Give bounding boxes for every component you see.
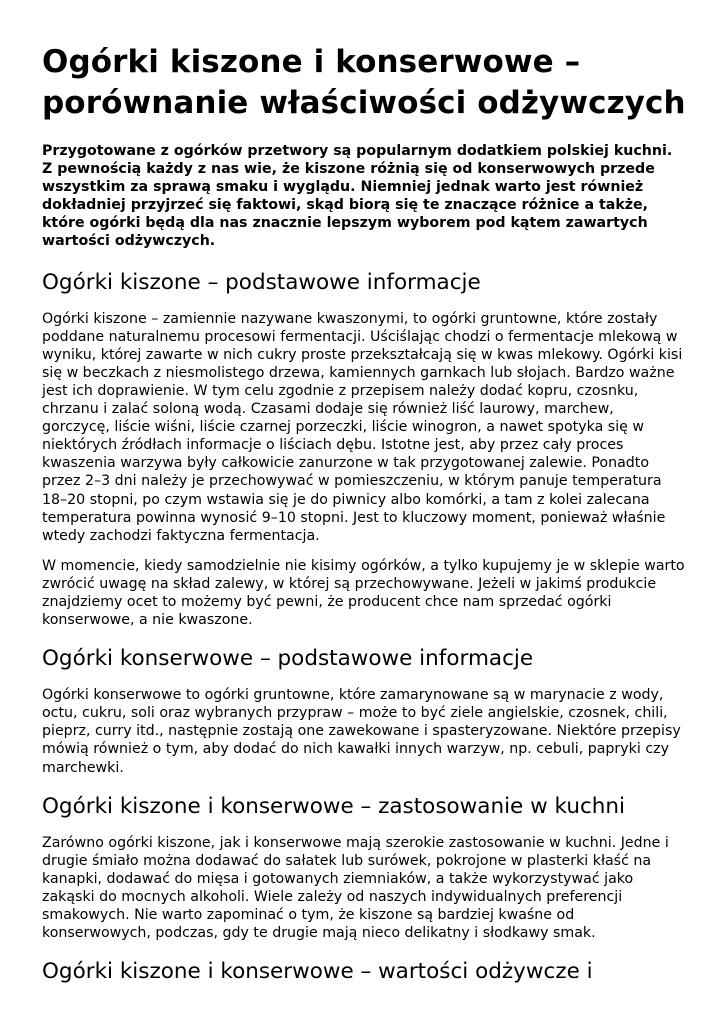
article-title-line-2: porównanie właściwości odżywczych bbox=[42, 85, 686, 121]
section-heading-zastosowanie: Ogórki kiszone i konserwowe – zastosowanie w kuchni bbox=[42, 793, 625, 819]
section-zastosowanie-paragraph-1: Zarówno ogórki kiszone, jak i konserwowe mają szerokie zastosowanie w kuchni. Jedne i drugie śmiało można dodawać do sałatek lub surówek, pokrojone w plasterki kłaść na kanapki, dodawać do mięsa i gotowanych ziemniaków, a także wykorzystywać jako zakąski do mocnych alkoholi. Wiele zależy od naszych indywidualnych preferencji smakowych. Nie warto zapominać o tym, że kiszone są bardziej kwaśne od konserwowych, podczas, gdy te drugie mają nieco delikatny i słodkawy smak. bbox=[42, 834, 669, 942]
section-heading-kiszone: Ogórki kiszone – podstawowe informacje bbox=[42, 269, 481, 295]
article-title bbox=[42, 42, 686, 124]
section-kiszone-paragraph-2: W momencie, kiedy samodzielnie nie kisimy ogórków, a tylko kupujemy je w sklepie warto zwrócić uwagę na skład zalewy, w której są przechowywane. Jeżeli w jakimś produkcie znajdziemy ocet to możemy być pewni, że producent chce nam sprzedać ogórki konserwowe, a nie kwaszone. bbox=[42, 557, 685, 629]
section-konserwowe-paragraph-1: Ogórki konserwowe to ogórki gruntowne, które zamarynowane są w marynacie z wody, octu, cukru, soli oraz wybranych przypraw – może to być ziele angielskie, czosnek, chili, pieprz, curry itd., następnie zostają one zawekowane i spasteryzowane. Niektóre przepisy mówią również o tym, aby dodać do nich kawałki innych warzyw, np. cebuli, papryki czy marchewki. bbox=[42, 687, 681, 776]
section-heading-wartosci: Ogórki kiszone i konserwowe – wartości odżywcze i bbox=[42, 959, 593, 985]
article-lead: Przygotowane z ogórków przetwory są popularnym dodatkiem polskiej kuchni. Z pewnością każdy z nas wie, że kiszone różnią się od konserwowych przede wszystkim za sprawą smaku i wyglądu. Niemniej jednak warto jest również dokładniej przyjrzeć się faktowi, skąd biorą się te znaczące różnice a także, które ogórki będą dla nas znacznie lepszym wyborem pod kątem zawartych wartości odżywczych. bbox=[42, 143, 673, 250]
section-kiszone-paragraph-1: Ogórki kiszone – zamiennie nazywane kwaszonymi, to ogórki gruntowne, które zostały poddane naturalnemu procesowi fermentacji. Uściślając chodzi o fermentacje mlekową w wyniku, której zawarte w nich cukry proste przekształcają się w kwas mlekowy. Ogórki kisi się w beczkach z niesmolistego drzewa, kamiennych garnkach lub słojach. Bardzo ważne jest ich doprawienie. W tym celu zgodnie z przepisem należy dodać kopru, czosnku, chrzanu i zalać soloną wodą. Czasami dodaje się również liść laurowy, marchew, gorczycę, liście wiśni, liście czarnej porzeczki, liście winogron, a nawet spotyka się w niektórych źródłach informacje o liściach dębu. Istotne jest, aby przez cały proces kwaszenia warzywa były całkowicie zanurzone w tak przygotowanej zalewie. Ponadto przez 2–3 dni należy je przechowywać w pomieszczeniu, w którym panuje temperatura 18–20 stopni, po czym wstawia się je do piwnicy albo komórki, a tam z kolei zalecana temperatura powinna wynosić 9–10 stopni. Jest to kluczowy moment, ponieważ właśnie wtedy zachodzi faktyczna fermentacja. bbox=[42, 310, 683, 544]
article bbox=[42, 42, 686, 999]
article-title-line-1: Ogórki kiszone i konserwowe – bbox=[42, 44, 581, 80]
section-heading-konserwowe: Ogórki konserwowe – podstawowe informacje bbox=[42, 646, 534, 672]
